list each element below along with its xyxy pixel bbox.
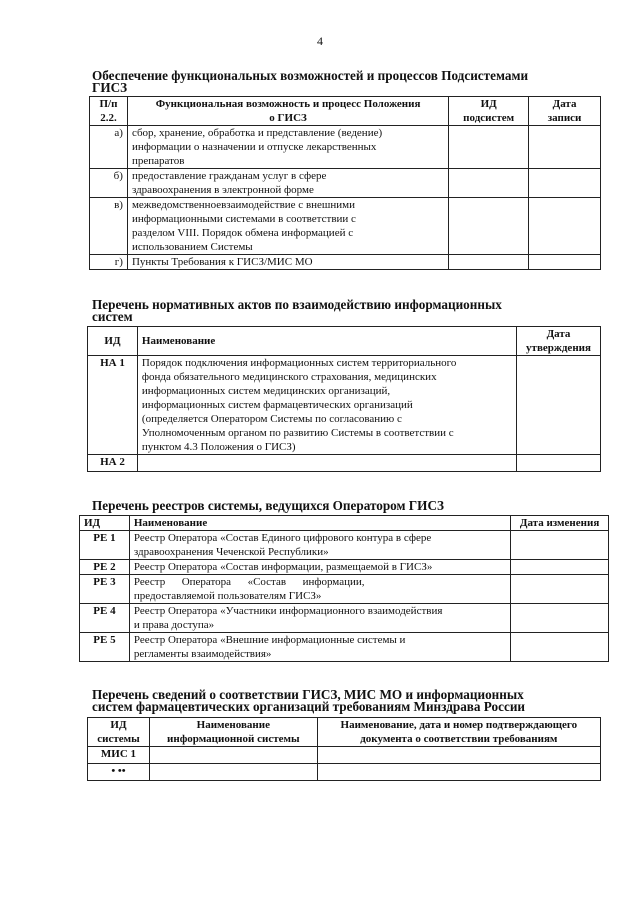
table-header-row bbox=[88, 327, 601, 356]
header-function: Функциональная возможность и процесс Положения о ГИСЗ bbox=[127, 97, 448, 126]
section2-title: Перечень нормативных актов по взаимодействию информационных систем bbox=[92, 297, 502, 324]
table-row: РЕ 3 Реестр Оператора «Состав информации, предоставляемой пользователям ГИСЗ» bbox=[80, 575, 609, 604]
section1-title: Обеспечение функциональных возможностей и процессов Подсистемами ГИСЗ bbox=[92, 68, 529, 95]
table-row: НА 2 bbox=[88, 455, 601, 472]
header-document: Наименование, дата и номер подтверждающего документа о соответствии требованиям bbox=[317, 718, 600, 747]
header-system-id: ИД системы bbox=[88, 718, 150, 747]
header-approval-date: Дата утверждения bbox=[517, 327, 601, 356]
section3-title: Перечень реестров системы, ведущихся Оператором ГИСЗ bbox=[92, 498, 444, 513]
header-id: ИД bbox=[80, 516, 130, 531]
table-row: РЕ 1 Реестр Оператора «Состав Единого цифрового контура в сфере здравоохранения Чеченской Республики» bbox=[80, 531, 609, 560]
table-header-row bbox=[80, 516, 609, 531]
table-header-row bbox=[90, 97, 601, 126]
page-number: 4 bbox=[317, 34, 323, 48]
functions-table bbox=[89, 96, 601, 270]
table-header-row bbox=[88, 718, 601, 747]
table-row: б) предоставление гражданам услуг в сфере здравоохранения в электронной форме bbox=[90, 169, 601, 198]
compliance-table bbox=[87, 717, 601, 781]
header-id: ИД bbox=[88, 327, 138, 356]
table-row: НА 1 Порядок подключения информационных систем территориального фонда обязательного медицинского страхования, медицинских информационных систем медицинских организаций, информационных систем фармацевтических организаций (определяется Оператором Системы по согласованию с Уполномоченным органом по развитию Системы в соответствии с пунктом 4.3 Положения о ГИСЗ) bbox=[88, 356, 601, 455]
table-row: РЕ 4 Реестр Оператора «Участники информационного взаимодействия и права доступа» bbox=[80, 604, 609, 633]
normative-acts-table bbox=[87, 326, 601, 472]
header-name: Наименование bbox=[137, 327, 516, 356]
table-row: г) Пункты Требования к ГИСЗ/МИС МО bbox=[90, 255, 601, 270]
header-name: Наименование bbox=[129, 516, 510, 531]
table-row: РЕ 5 Реестр Оператора «Внешние информационные системы и регламенты взаимодействия» bbox=[80, 633, 609, 662]
header-subsystem-id: ИД подсистем bbox=[449, 97, 529, 126]
header-num: П/п 2.2. bbox=[90, 97, 128, 126]
header-change-date: Дата изменения bbox=[511, 516, 609, 531]
table-row: РЕ 2 Реестр Оператора «Состав информации, размещаемой в ГИСЗ» bbox=[80, 560, 609, 575]
registries-table bbox=[79, 515, 609, 662]
section4-title: Перечень сведений о соответствии ГИСЗ, МИС МО и информационных систем фармацевтических организаций требованиям Минздрава России bbox=[92, 687, 526, 714]
table-row: МИС 1 bbox=[88, 747, 601, 764]
table-row: в) межведомственноевзаимодействие с внешними информационными системами в соответствии с разделом VIII. Порядок обмена информацией с использованием Системы bbox=[90, 198, 601, 255]
table-row: • •• bbox=[88, 764, 601, 781]
table-row: а) сбор, хранение, обработка и представление (ведение) информации о назначении и отпуске лекарственных препаратов bbox=[90, 126, 601, 169]
header-system-name: Наименование информационной системы bbox=[149, 718, 317, 747]
header-record-date: Дата записи bbox=[529, 97, 601, 126]
